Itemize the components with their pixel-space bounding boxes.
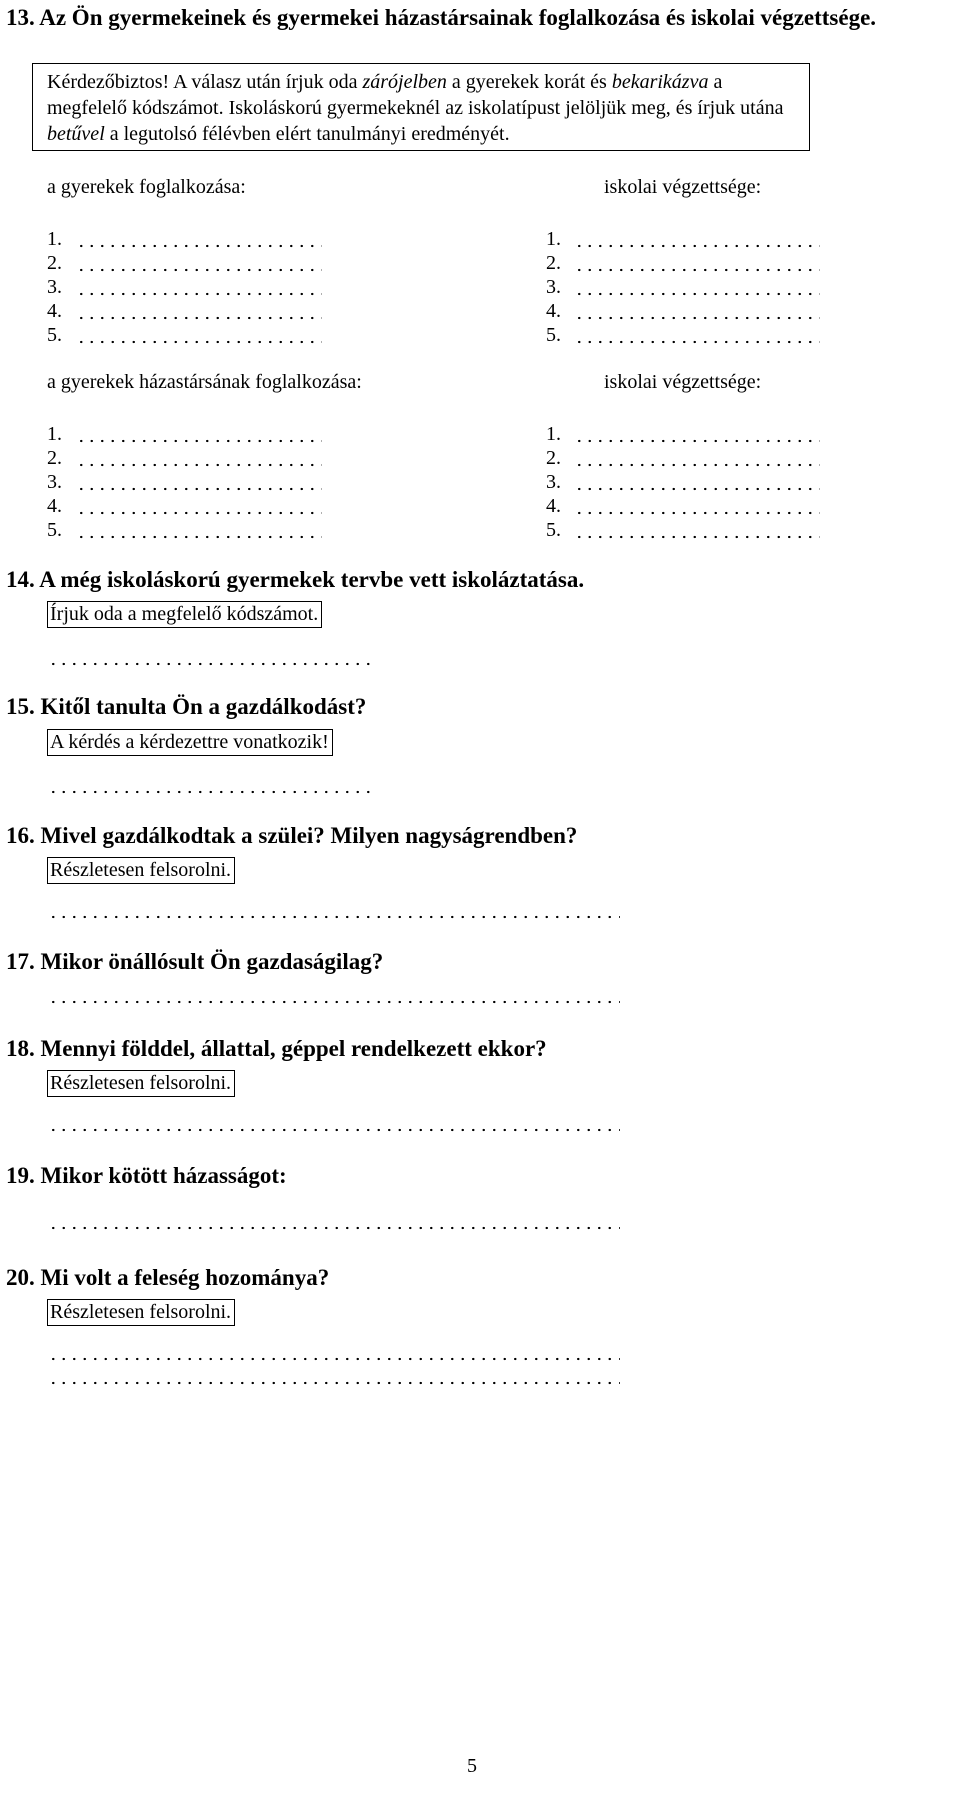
spouses-left-number: 5. — [47, 519, 62, 541]
children-right-number: 5. — [546, 324, 561, 346]
question-18-instruction: Részletesen felsorolni. — [47, 1070, 235, 1097]
question-19-title: 19. Mikor kötött házasságot: — [6, 1163, 287, 1188]
question-14-answer-line[interactable] — [48, 662, 372, 666]
children-right-answer-line[interactable] — [574, 340, 820, 344]
spouses-right-answer-line[interactable] — [574, 535, 820, 539]
spouses-left-number: 3. — [47, 471, 62, 493]
spouses-left-number: 4. — [47, 495, 62, 517]
children-education-label: iskolai végzettsége: — [604, 176, 762, 198]
question-19-answer-line[interactable] — [48, 1226, 620, 1230]
spouses-left-answer-line[interactable] — [76, 511, 322, 515]
spouses-right-number: 2. — [546, 447, 561, 469]
question-20-instruction: Részletesen felsorolni. — [47, 1299, 235, 1326]
children-left-answer-line[interactable] — [76, 316, 322, 320]
spouses-left-answer-line[interactable] — [76, 439, 322, 443]
children-left-answer-line[interactable] — [76, 340, 322, 344]
children-left-number: 4. — [47, 300, 62, 322]
children-left-answer-line[interactable] — [76, 244, 322, 248]
page-number: 5 — [467, 1755, 477, 1777]
question-16-title: 16. Mivel gazdálkodtak a szülei? Milyen nagyságrendben? — [6, 823, 578, 848]
spouses-right-answer-line[interactable] — [574, 463, 820, 467]
question-16-instruction: Részletesen felsorolni. — [47, 857, 235, 884]
children-left-number: 3. — [47, 276, 62, 298]
spouses-left-number: 1. — [47, 423, 62, 445]
question-20-answer-line-1[interactable] — [48, 1357, 620, 1361]
spouses-education-label: iskolai végzettsége: — [604, 371, 762, 393]
spouses-occupation-label: a gyerekek házastársának foglalkozása: — [47, 371, 362, 393]
children-right-answer-line[interactable] — [574, 268, 820, 272]
question-17-answer-line[interactable] — [48, 1000, 620, 1004]
spouses-left-answer-line[interactable] — [76, 535, 322, 539]
question-18-answer-line[interactable] — [48, 1128, 620, 1132]
question-18-title: 18. Mennyi földdel, állattal, géppel rendelkezett ekkor? — [6, 1036, 547, 1061]
children-left-number: 5. — [47, 324, 62, 346]
question-20-title: 20. Mi volt a feleség hozománya? — [6, 1265, 330, 1290]
children-right-answer-line[interactable] — [574, 244, 820, 248]
children-right-answer-line[interactable] — [574, 316, 820, 320]
question-16-answer-line[interactable] — [48, 915, 620, 919]
question-15-answer-line[interactable] — [48, 790, 372, 794]
spouses-right-number: 4. — [546, 495, 561, 517]
spouses-right-number: 3. — [546, 471, 561, 493]
question-15-title: 15. Kitől tanulta Ön a gazdálkodást? — [6, 694, 367, 719]
spouses-right-number: 5. — [546, 519, 561, 541]
children-left-answer-line[interactable] — [76, 292, 322, 296]
children-right-number: 1. — [546, 228, 561, 250]
children-left-answer-line[interactable] — [76, 268, 322, 272]
question-13-title: 13. Az Ön gyermekeinek és gyermekei házastársainak foglalkozása és iskolai végzettsége. — [6, 5, 877, 30]
children-right-answer-line[interactable] — [574, 292, 820, 296]
children-right-number: 3. — [546, 276, 561, 298]
spouses-left-answer-line[interactable] — [76, 487, 322, 491]
children-left-number: 2. — [47, 252, 62, 274]
children-right-number: 2. — [546, 252, 561, 274]
spouses-right-answer-line[interactable] — [574, 511, 820, 515]
question-14-instruction: Írjuk oda a megfelelő kódszámot. — [47, 601, 322, 628]
question-20-answer-line-2[interactable] — [48, 1381, 620, 1385]
spouses-right-answer-line[interactable] — [574, 487, 820, 491]
children-occupation-label: a gyerekek foglalkozása: — [47, 176, 246, 198]
question-14-title: 14. A még iskoláskorú gyermekek tervbe vett iskoláztatása. — [6, 567, 585, 592]
question-15-instruction: A kérdés a kérdezettre vonatkozik! — [47, 729, 333, 756]
spouses-right-number: 1. — [546, 423, 561, 445]
question-17-title: 17. Mikor önállósult Ön gazdaságilag? — [6, 949, 384, 974]
spouses-left-number: 2. — [47, 447, 62, 469]
children-right-number: 4. — [546, 300, 561, 322]
interviewer-instruction-box: Kérdezőbiztos! A válasz után írjuk oda zárójelben a gyerekek korát és bekarikázva a megfelelő kódszámot. Iskoláskorú gyermekeknél az iskolatípust jelöljük meg, és írjuk utána betűvel a legutolsó félévben elért tanulmányi eredményét. — [32, 63, 810, 151]
spouses-right-answer-line[interactable] — [574, 439, 820, 443]
spouses-left-answer-line[interactable] — [76, 463, 322, 467]
children-left-number: 1. — [47, 228, 62, 250]
